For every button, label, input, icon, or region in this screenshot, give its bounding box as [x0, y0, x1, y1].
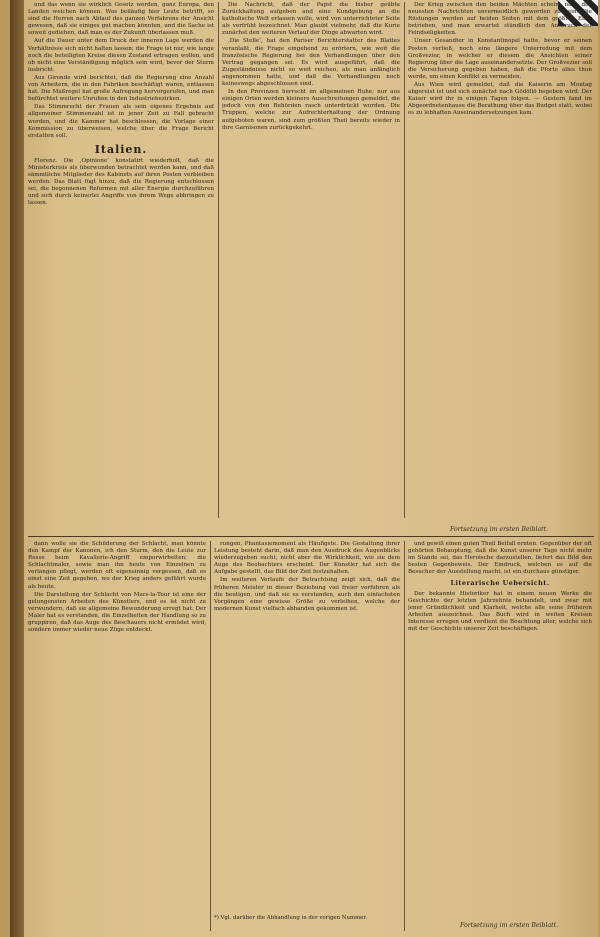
binding-spine [10, 0, 24, 937]
feuilleton-middle-column: rungen, Phantasiemoment als Häufigste. Die Gestaltung ihrer Leistung besteht darin, daß man den Ausdruck des Augenblicks wiederzugeben sucht, nicht aber die Wirklichkeit, wie sie dem Auge des Beobachters erscheint. Der Künstler hat sich die Aufgabe gestellt, das Bild der Zeit festzuhalten. Im weiteren Verlaufe der Betrachtung zeigt sich, daß die früheren Meister in dieser Beziehung viel freier verfuhren als die heutigen, und daß sie es verstanden, auch den einfachsten Vorgängen eine gewisse Größe zu verleihen, welche der modernen Kunst vielfach abhanden gekommen ist. [214, 541, 400, 612]
continuation-note-lower: Fortsetzung im ersten Beiblatt. [460, 922, 559, 929]
continuation-note-feuilleton: Fortsetzung im ersten Beiblatt. [450, 526, 549, 533]
column-divider [210, 541, 211, 931]
column-divider [218, 2, 219, 518]
article-upper-middle-column: Die Nachricht, daß der Papst die bisher geübte Zurückhaltung aufgeben und eine Kundgebung an die katholische Welt erlassen wolle, wird von unterrichteter Seite als verfrüht bezeichnet. Man glaubt vielmehr, daß die Kurie zunächst den weiteren Verlauf der Dinge abwarten wird. ‚Die Stelle‘, hat den Pariser Berichterstatter des Blattes veranlaßt, die Frage eingehend zu erörtern, wie weit die französische Regierung bei den Verhandlungen über den Vertrag gegangen sei. Es wird ausgeführt, daß die Zugeständnisse nicht so weit reichen, als man anfänglich angenommen hatte, und daß die Verhandlungen noch keineswegs abgeschlossen sind. In den Provinzen herrscht im allgemeinen Ruhe; nur aus einigen Orten werden kleinere Ausschreitungen gemeldet, die jedoch von den Behörden rasch unterdrückt wurden. Die Truppen, welche zur Aufrechterhaltung der Ordnung aufgeboten waren, sind zum größten Theil bereits wieder in ihre Garnisonen zurückgekehrt. [222, 2, 400, 131]
column-divider [404, 541, 405, 931]
feuilleton-right-column: und gewiß einen guten Theil Beifall ernten. Gegenüber der oft gehörten Behauptung, daß die Kunst unserer Tage nicht mehr im Stande sei, das Heroische darzustellen, liefert das Bild den besten Gegenbeweis. Der Eindruck, welchen es auf die Besucher der Ausstellung macht, ist ein durchaus günstiger. Literarische Uebersicht. Der bekannte Historiker hat in einem neuen Werke die Geschichte der letzten Jahrzehnte behandelt, und zwar mit jener Gründlichkeit und Klarheit, welche alle seine früheren Arbeiten auszeichnet. Das Buch wird in weiten Kreisen Interesse erregen und verdient die Beachtung aller, welche sich mit der Geschichte unserer Zeit beschäftigen. [408, 541, 592, 633]
newspaper-page [10, 0, 598, 937]
article-upper-left-column: und das wenn sie wirklich Gesetz werden, ganz Europa, den Landen weichen können. Was beiläufig hier Leute betrifft, so sind die Herren nach Ablauf des ganzen Verfahrens der Ansicht gewesen, daß sie einiges gut machen könnten, und die Sache ist soweit gediehen, daß man es der Zukunft überlassen muß. Auf die Dauer unter dem Druck der inneren Lage werden die Verhältnisse sich nicht halten lassen; die Frage ist nur, wie lange noch die beteiligten Kreise diesen Zustand ertragen wollen, und ob nicht eine Verständigung möglich sein wird, bevor der Sturm losbricht. Aus Gironde wird berichtet, daß die Regierung eine Anzahl von Arbeitern, die in den Fabriken beschäftigt waren, entlassen hat. Die Maßregel hat große Aufregung hervorgerufen, und man befürchtet weitere Unruhen in den Industriebezirken. Das Stimmrecht der Frauen als sein eigenes Ergebnis auf allgemeiner Stimmenzahl ist in jener Zeit zu Fall gebracht worden, und die Kammer hat beschlossen, die Vorlage einer Kommission zu überweisen, welche über die Frage Bericht erstatten soll. Italien. Florenz. Die ‚Opinione‘ konstatirt wiederholt, daß die Ministerkrisis als überwunden betrachtet werden kann, und daß sämmtliche Mitglieder des Kabinets auf ihren Posten verbleiben werden. Das Blatt fügt hinzu, daß die Regierung entschlossen sei, die begonnenen Reformen mit aller Energie durchzuführen und sich durch keinerlei Angriffe von ihrem Wege abbringen zu lassen. [28, 2, 214, 207]
feuilleton-divider [28, 536, 594, 537]
article-upper-right-column: Der Krieg zwischen den beiden Mächten scheint nach den neuesten Nachrichten unvermeidlich geworden zu sein. Die Rüstungen werden auf beiden Seiten mit dem größten Eifer betrieben, und man erwartet stündlich den Ausbruch der Feindseligkeiten. Unser Gesandter in Konstantinopel hatte, bevor er seinen Posten verließ, noch eine längere Unterredung mit dem Großvezier, in welcher er diesem die Ansichten seiner Regierung über die Lage auseinandersetzte. Der Großvezier soll die Versicherung gegeben haben, daß die Pforte alles thun werde, um einen Konflikt zu vermeiden. Aus Wien wird gemeldet, daß die Kaiserin am Montag abgereist ist und sich zunächst nach Gödöllö begeben wird. Der Kaiser wird ihr in einigen Tagen folgen. — Gestern fand im Abgeordnetenhause die Berathung über das Budget statt, wobei es zu lebhaften Auseinandersetzungen kam. [408, 2, 592, 117]
section-heading-italien: Italien. [94, 142, 148, 156]
column-divider [404, 2, 405, 518]
section-heading-literarische-uebersicht: Literarische Uebersicht. [450, 579, 550, 588]
feuilleton-left-column: dann wolle sie die Schilderung der Schlacht, man könnte den Kampf der Kanonen, ich den Sturm, den die Leute zur Rosse beim Kavallerie-Angriff emporwirbelten; die Schlachtmaler, sowie man ihn heute von Einzelnen zu verlangen pflegt, werden oft eigensinnig vergessen, daß es einst eine Zeit gegeben, wo der Krieg anders geführt wurde als heute. Die Darstellung der Schlacht von Mars-la-Tour ist eine der gelungensten Arbeiten des Künstlers, und es ist nicht zu verwundern, daß sie allgemeine Bewunderung erregt hat. Der Maler hat es verstanden, die Einzelheiten der Handlung so zu gruppiren, daß das Auge des Beschauers nicht ermüdet wird, sondern immer wieder neue Züge entdeckt. [28, 541, 206, 634]
footnote: *) Vgl. darüber die Abhandlung in der vorigen Nummer. [214, 915, 368, 921]
